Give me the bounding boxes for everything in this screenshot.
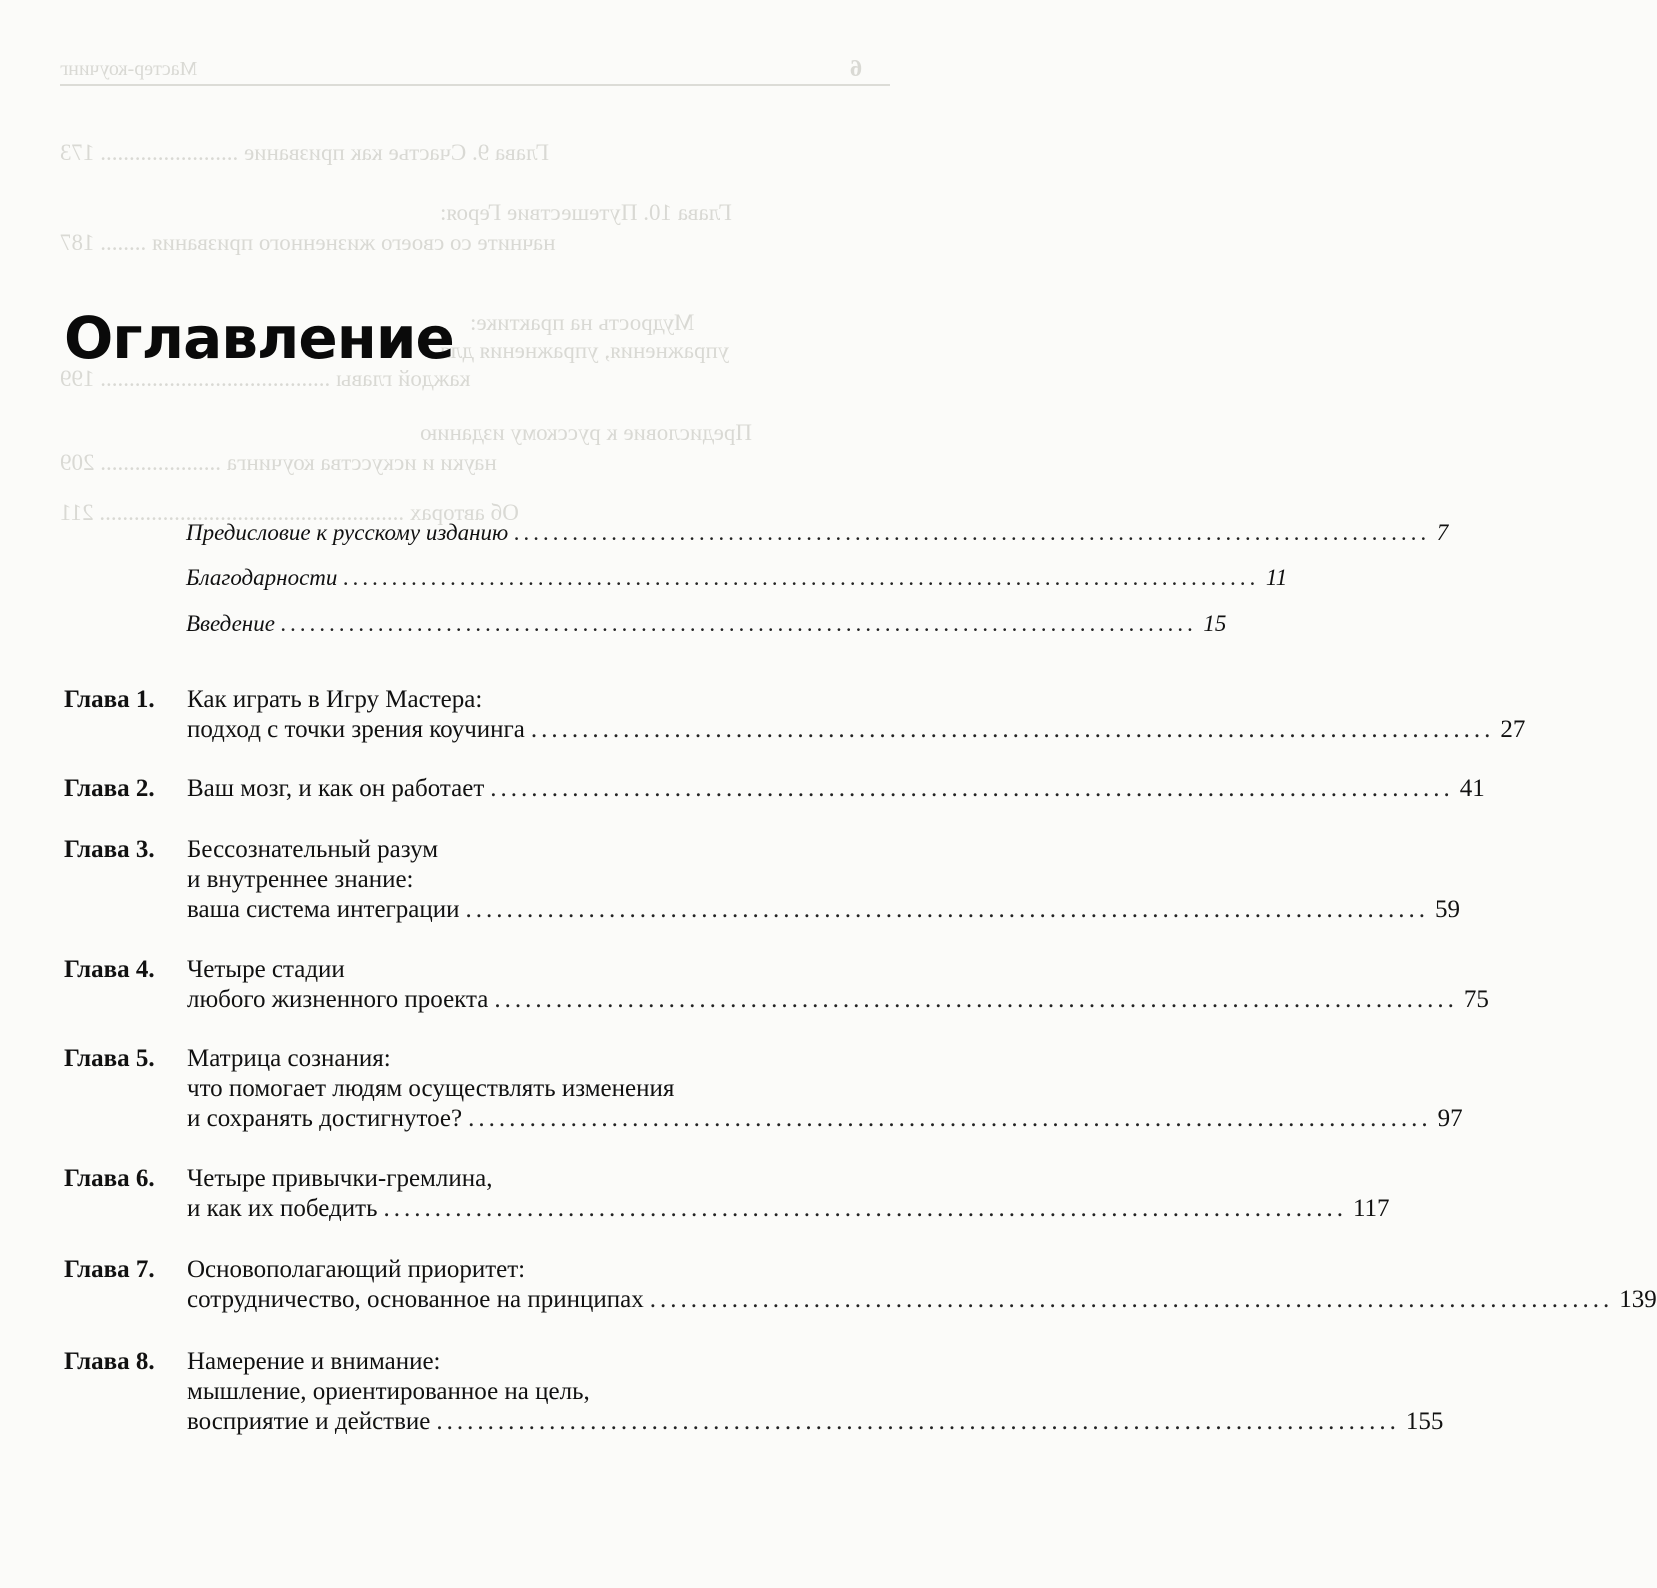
ghost-rule bbox=[60, 84, 890, 86]
leader-dots: .............................................................................................. bbox=[490, 775, 1454, 802]
toc-page-number: 41 bbox=[1459, 775, 1485, 802]
toc-entry-label: Введение bbox=[186, 611, 275, 636]
toc-page-number: 139 bbox=[1619, 1286, 1657, 1313]
chapter-number: Глава 6. bbox=[64, 1165, 155, 1192]
leader-dots: .............................................................................................. bbox=[494, 986, 1458, 1013]
toc-page-number: 7 bbox=[1436, 520, 1449, 545]
ghost-line: упражнения, упражнения для bbox=[440, 338, 730, 363]
chapter-title-line: сотрудничество, основанное на принципах bbox=[187, 1286, 644, 1313]
ghost-line: каждой главы ........................................ 199 bbox=[60, 366, 471, 391]
toc-page-number: 117 bbox=[1352, 1195, 1390, 1222]
chapter-title-line: мышление, ориентированное на цель, bbox=[187, 1378, 590, 1405]
chapter-number: Глава 3. bbox=[64, 836, 155, 863]
chapter-title-line: Намерение и внимание: bbox=[187, 1348, 441, 1375]
ghost-page-number: 6 bbox=[850, 56, 862, 82]
ghost-line: начните со своего жизненного призвания ........ 187 bbox=[60, 230, 556, 255]
leader-dots: .............................................................................................. bbox=[530, 716, 1495, 743]
chapter-title-line: ваша система интеграции bbox=[187, 896, 460, 923]
chapter-number: Глава 4. bbox=[64, 956, 155, 983]
page-title: Оглавление bbox=[64, 304, 454, 372]
chapter-number: Глава 1. bbox=[64, 686, 155, 713]
chapter-title-line: Основополагающий приоритет: bbox=[187, 1256, 526, 1283]
chapter-title-line: и сохранять достигнутое? bbox=[187, 1105, 463, 1132]
ghost-running-head: Мастер-коучинг bbox=[60, 58, 198, 80]
leader-dots: .............................................................................................. bbox=[514, 520, 1431, 545]
chapter-title-line: восприятие и действие bbox=[187, 1408, 431, 1435]
chapter-title-line: Ваш мозг, и как он работает bbox=[187, 775, 485, 802]
chapter-number: Глава 2. bbox=[64, 775, 155, 802]
leader-dots: .............................................................................................. bbox=[280, 611, 1198, 636]
chapter-number: Глава 7. bbox=[64, 1256, 155, 1283]
leader-dots: .............................................................................................. bbox=[465, 896, 1430, 923]
ghost-line: Предисловие к русскому изданию bbox=[420, 420, 752, 445]
toc-page-number: 75 bbox=[1463, 986, 1489, 1013]
leader-dots: .............................................................................................. bbox=[468, 1105, 1432, 1132]
toc-page-number: 15 bbox=[1203, 611, 1227, 636]
chapter-title-line: любого жизненного проекта bbox=[187, 986, 489, 1013]
ghost-line: Об авторах ..................................................... 211 bbox=[60, 500, 519, 525]
chapter-title-line: подход с точки зрения коучинга bbox=[187, 716, 525, 743]
chapter-title-line: Матрица сознания: bbox=[187, 1045, 391, 1072]
toc-entry-label: Предисловие к русскому изданию bbox=[186, 520, 509, 545]
ghost-line: науки и искусства коучинга ..................... 209 bbox=[60, 450, 497, 475]
ghost-line: Глава 9. Счастье как призвание ........................ 173 bbox=[60, 140, 550, 165]
leader-dots: .............................................................................................. bbox=[343, 565, 1260, 590]
leader-dots: .............................................................................................. bbox=[436, 1408, 1400, 1435]
chapter-title-line: Как играть в Игру Мастера: bbox=[187, 686, 483, 713]
toc-page-number: 97 bbox=[1437, 1105, 1463, 1132]
leader-dots: .............................................................................................. bbox=[383, 1195, 1347, 1222]
chapter-number: Глава 8. bbox=[64, 1348, 155, 1375]
ghost-line: Мудрость на практике: bbox=[470, 310, 695, 335]
toc-page-number: 27 bbox=[1500, 716, 1526, 743]
chapter-title-line: Четыре привычки-гремлина, bbox=[187, 1165, 493, 1192]
chapter-title-line: и как их победить bbox=[187, 1195, 378, 1222]
chapter-title-line: Бессознательный разум bbox=[187, 836, 439, 863]
chapter-title-line: и внутреннее знание: bbox=[187, 866, 414, 893]
chapter-number: Глава 5. bbox=[64, 1045, 155, 1072]
toc-page-number: 155 bbox=[1405, 1408, 1444, 1435]
chapter-title-line: Четыре стадии bbox=[187, 956, 345, 983]
chapter-title-line: что помогает людям осуществлять изменения bbox=[187, 1075, 675, 1102]
toc-page-number: 11 bbox=[1265, 565, 1288, 590]
ghost-line: Глава 10. Путешествие Героя: bbox=[440, 200, 732, 225]
leader-dots: .............................................................................................. bbox=[649, 1286, 1614, 1313]
toc-page-number: 59 bbox=[1435, 896, 1461, 923]
toc-entry-label: Благодарности bbox=[186, 565, 338, 590]
